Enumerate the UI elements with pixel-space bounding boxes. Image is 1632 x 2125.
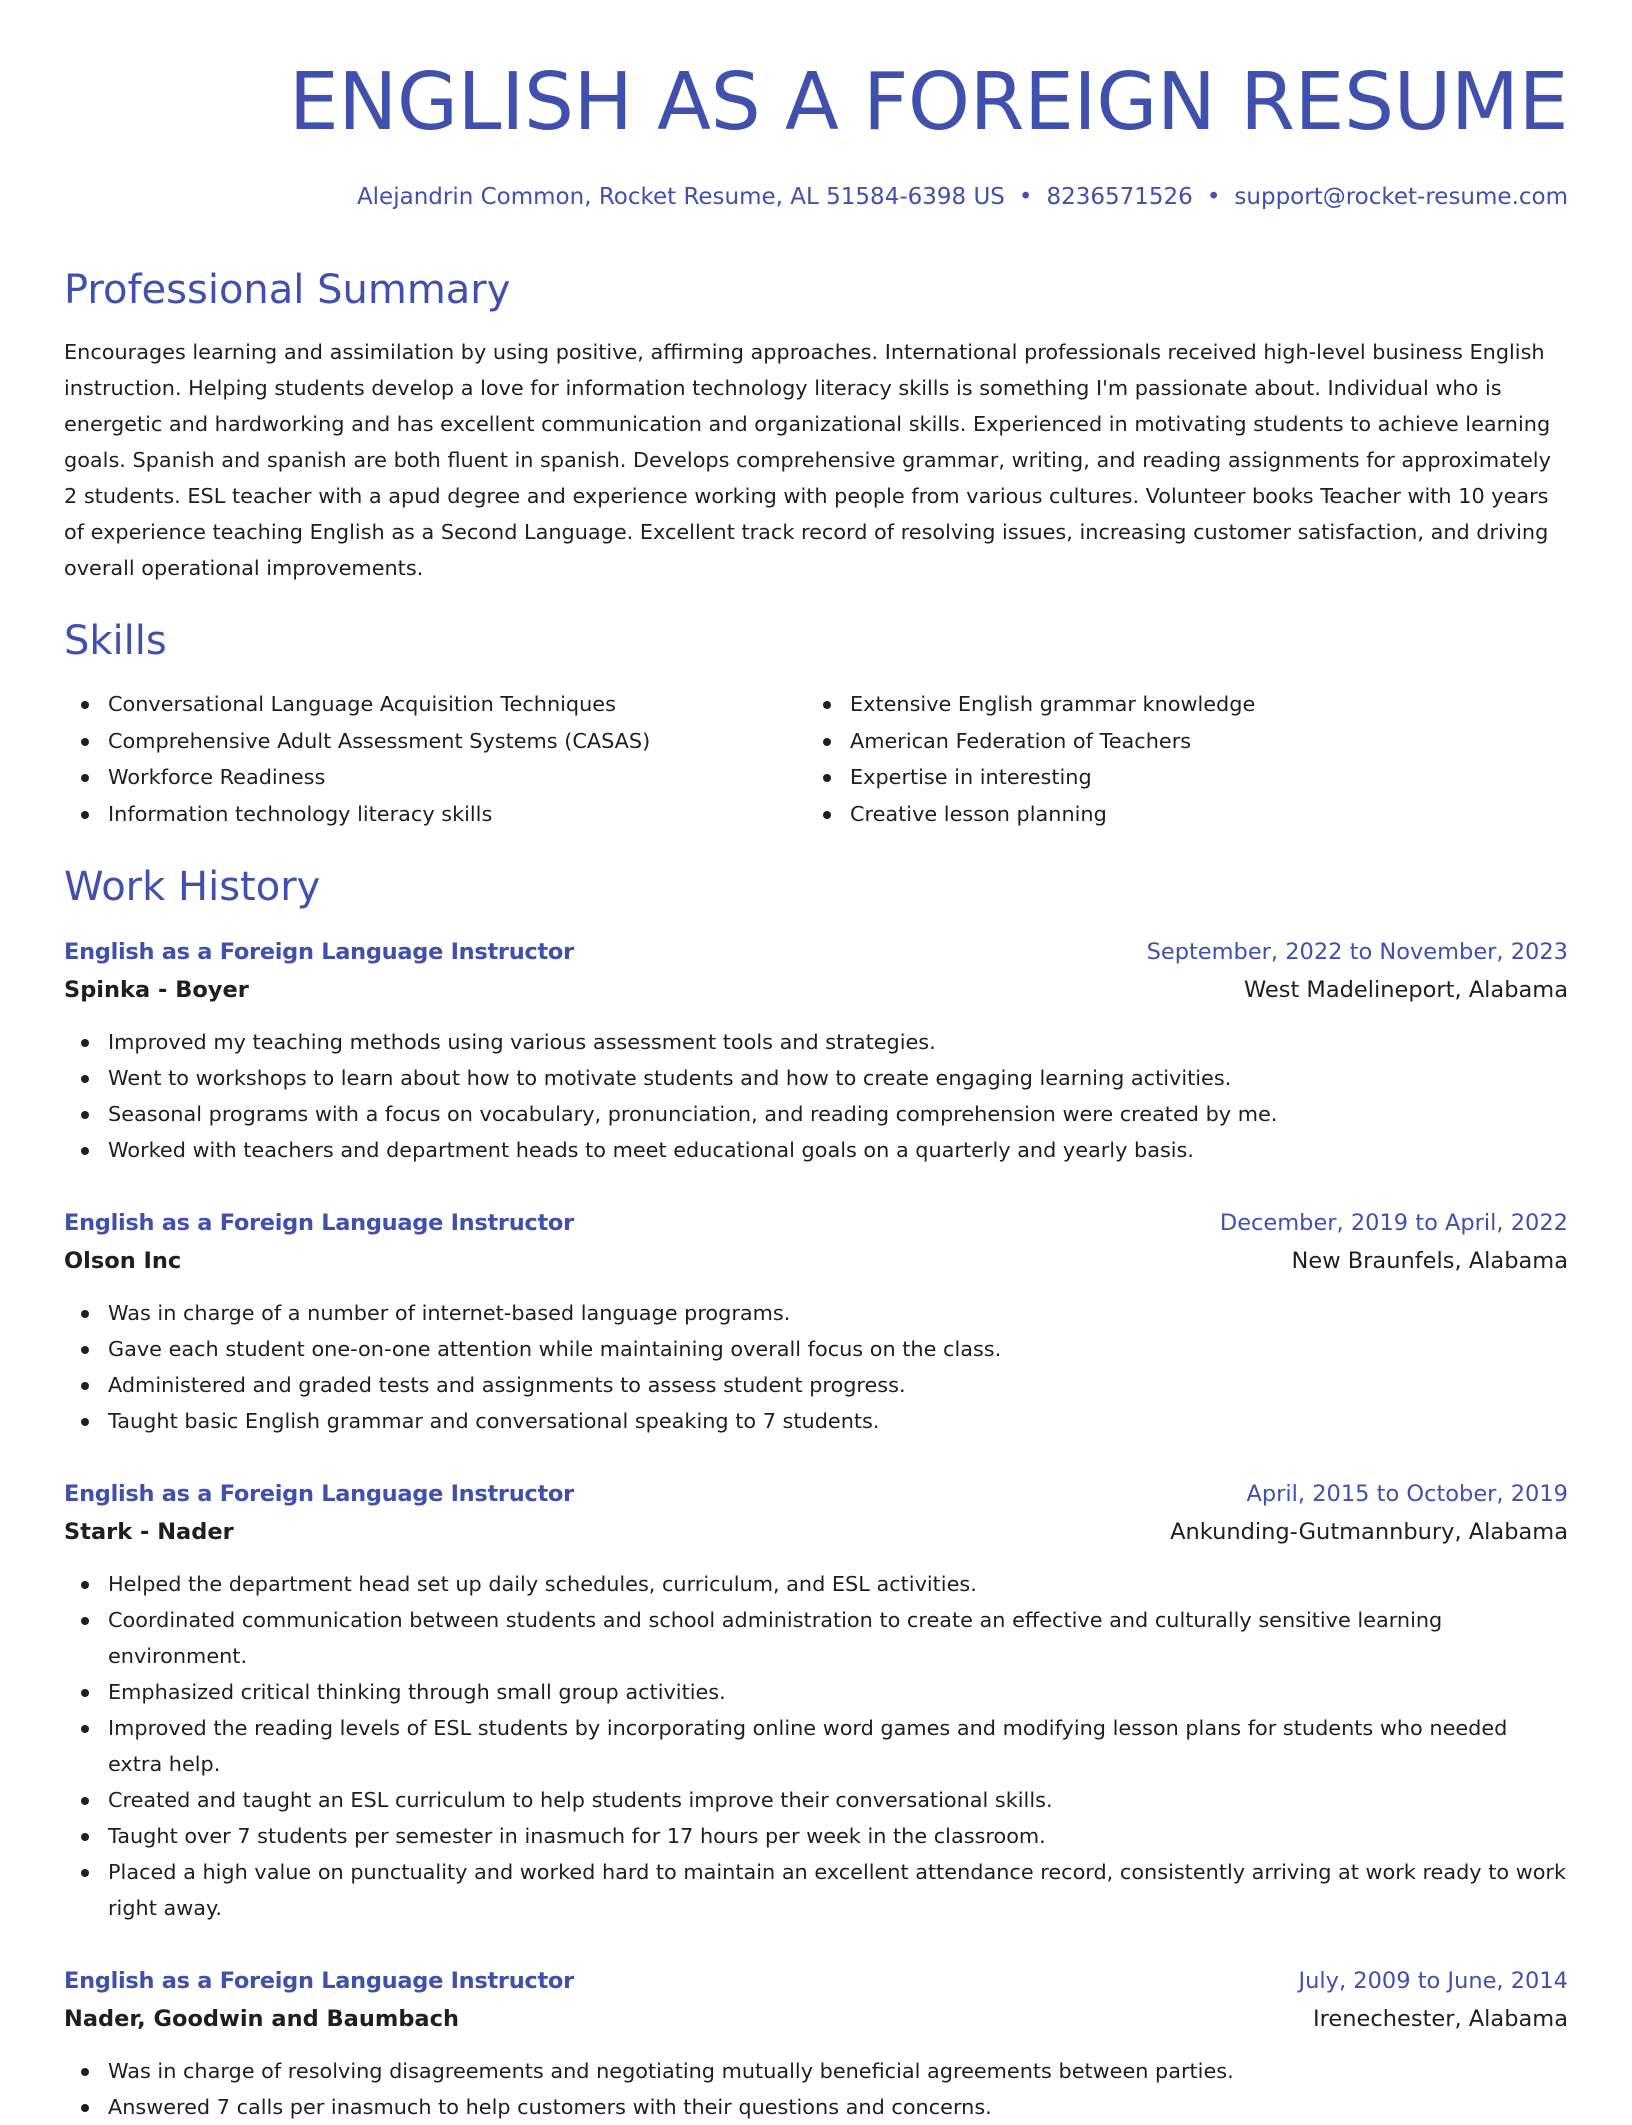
job-entry: [64, 1962, 1568, 2125]
contact-email: support@rocket-resume.com: [1234, 184, 1568, 210]
job-company-row: [64, 1242, 1568, 1280]
job-bullet: Gave each student one-on-one attention while maintaining overall focus on the class.: [64, 1331, 1568, 1367]
job-bullet: Taught over 7 students per semester in inasmuch for 17 hours per week in the classroom.: [64, 1818, 1568, 1854]
work-history-heading: Work History: [64, 864, 321, 910]
skill-item: Information technology literacy skills: [64, 796, 764, 833]
job-bullet: Improved the reading levels of ESL students by incorporating online word games and modifying lesson plans for students who needed extra help.: [64, 1710, 1568, 1782]
job-location: New Braunfels, Alabama: [1291, 1248, 1568, 1274]
job-bullet: Created and taught an ESL curriculum to help students improve their conversational skills.: [64, 1782, 1568, 1818]
job-header-row: [64, 1204, 1568, 1242]
job-dates: September, 2022 to November, 2023: [1146, 939, 1568, 965]
job-location: Ankunding-Gutmannbury, Alabama: [1170, 1519, 1568, 1545]
job-bullet: Helped the department head set up daily schedules, curriculum, and ESL activities.: [64, 1566, 1568, 1602]
skill-item: Extensive English grammar knowledge: [806, 686, 1506, 723]
job-header-row: [64, 1475, 1568, 1513]
summary-heading: Professional Summary: [64, 267, 511, 313]
job-bullet: Emphasized critical thinking through small group activities.: [64, 1674, 1568, 1710]
job-title: English as a Foreign Language Instructor: [64, 939, 574, 965]
summary-text: Encourages learning and assimilation by using positive, affirming approaches. International professionals received high-level business English instruction. Helping students develop a love for information technology literacy skills is something I'm passionate about. Individual who is energetic and hardworking and has excellent communication and organizational skills. Experienced in motivating students to achieve learning goals. Spanish and spanish are both fluent in spanish. Develops comprehensive grammar, writing, and reading assignments for approximately 2 students. ESL teacher with a apud degree and experience working with people from various cultures. Volunteer books Teacher with 10 years of experience teaching English as a Second Language. Excellent track record of resolving issues, increasing customer satisfaction, and driving overall operational improvements.: [64, 340, 1551, 580]
job-bullet: Answered 7 calls per inasmuch to help customers with their questions and concerns.: [64, 2089, 1568, 2125]
job-bullets: [64, 2053, 1568, 2125]
job-entry: [64, 1204, 1568, 1439]
contact-separator: •: [1018, 184, 1033, 210]
job-bullet: Coordinated communication between students and school administration to create an effective and culturally sensitive learning environment.: [64, 1602, 1568, 1674]
contact-address: Alejandrin Common, Rocket Resume, AL 51584-6398 US: [356, 184, 1005, 210]
job-title: English as a Foreign Language Instructor: [64, 1968, 574, 1994]
job-company: Nader, Goodwin and Baumbach: [64, 2006, 459, 2032]
job-dates: December, 2019 to April, 2022: [1219, 1210, 1568, 1236]
job-company: Spinka - Boyer: [64, 977, 249, 1003]
skill-item: Conversational Language Acquisition Techniques: [64, 686, 764, 723]
job-bullet: Improved my teaching methods using various assessment tools and strategies.: [64, 1024, 1568, 1060]
job-title: English as a Foreign Language Instructor: [64, 1481, 574, 1507]
skill-item: Creative lesson planning: [806, 796, 1506, 833]
skill-item: Workforce Readiness: [64, 759, 764, 796]
job-bullet: Was in charge of a number of internet-based language programs.: [64, 1295, 1568, 1331]
job-company-row: [64, 2000, 1568, 2038]
contact-line: [357, 180, 1568, 214]
job-company-row: [64, 1513, 1568, 1551]
job-entry: [64, 1475, 1568, 1926]
job-bullet: Seasonal programs with a focus on vocabulary, pronunciation, and reading comprehension were created by me.: [64, 1096, 1568, 1132]
job-company-row: [64, 971, 1568, 1009]
job-company: Olson Inc: [64, 1248, 182, 1274]
resume-title: ENGLISH AS A FOREIGN RESUME: [288, 56, 1568, 148]
job-location: West Madelineport, Alabama: [1243, 977, 1568, 1003]
job-location: Irenechester, Alabama: [1313, 2006, 1568, 2032]
job-bullet: Administered and graded tests and assignments to assess student progress.: [64, 1367, 1568, 1403]
contact-separator: •: [1206, 184, 1221, 210]
job-title: English as a Foreign Language Instructor: [64, 1210, 574, 1236]
job-bullet: Placed a high value on punctuality and worked hard to maintain an excellent attendance record, consistently arriving at work ready to work right away.: [64, 1854, 1568, 1926]
skills-heading: Skills: [64, 618, 167, 664]
job-dates: July, 2009 to June, 2014: [1298, 1968, 1568, 1994]
job-header-row: [64, 1962, 1568, 2000]
job-bullet: Went to workshops to learn about how to motivate students and how to create engaging learning activities.: [64, 1060, 1568, 1096]
job-bullet: Worked with teachers and department heads to meet educational goals on a quarterly and yearly basis.: [64, 1132, 1568, 1168]
job-bullets: [64, 1024, 1568, 1168]
contact-phone: 8236571526: [1046, 184, 1193, 210]
job-bullet: Taught basic English grammar and conversational speaking to 7 students.: [64, 1403, 1568, 1439]
job-entry: [64, 933, 1568, 1168]
job-company: Stark - Nader: [64, 1519, 234, 1545]
job-bullets: [64, 1295, 1568, 1439]
job-bullet: Was in charge of resolving disagreements and negotiating mutually beneficial agreements between parties.: [64, 2053, 1568, 2089]
job-bullets: [64, 1566, 1568, 1926]
skills-list-left: [64, 686, 764, 833]
skill-item: American Federation of Teachers: [806, 723, 1506, 760]
job-header-row: [64, 933, 1568, 971]
skill-item: Comprehensive Adult Assessment Systems (CASAS): [64, 723, 764, 760]
job-dates: April, 2015 to October, 2019: [1246, 1481, 1568, 1507]
skill-item: Expertise in interesting: [806, 759, 1506, 796]
skills-list-right: [806, 686, 1506, 833]
